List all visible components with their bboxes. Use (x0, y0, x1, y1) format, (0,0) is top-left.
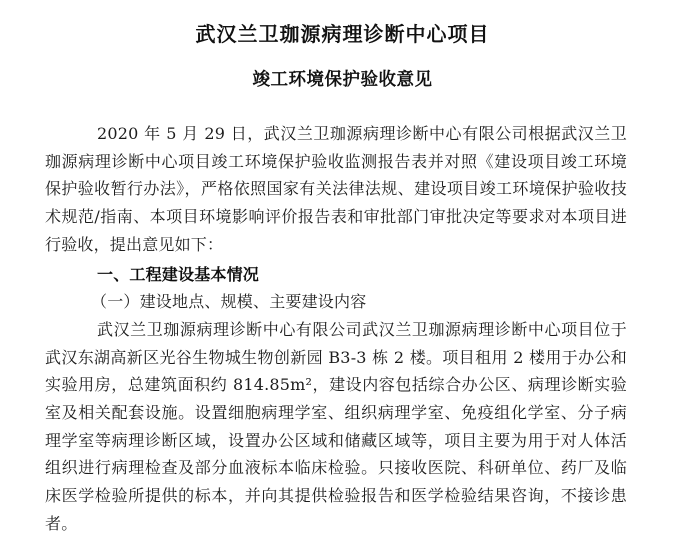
section-1-paragraph: 武汉兰卫珈源病理诊断中心有限公司武汉兰卫珈源病理诊断中心项目位于武汉东湖高新区光谷生物城生物创新园 B3-3 栋 2 楼。项目租用 2 楼用于办公和实验用房，总建筑面积约 814.85m²，建设内容包括综合办公区、病理诊断实验室及相关配套设施。设置细胞病理学室、组织病理学室、免疫组化学室、分子病理学室等病理诊断区域，设置办公区域和储藏区域等，项目主要为用于对人体活组织进行病理检查及部分血液标本临床检验。只接收医院、科研单位、药厂及临床医学检验所提供的标本，并向其提供检验报告和医学检验结果咨询，不接诊患者。 (45, 319, 627, 533)
intro-paragraph: 2020 年 5 月 29 日，武汉兰卫珈源病理诊断中心有限公司根据武汉兰卫珈源病理诊断中心项目竣工环境保护验收监测报告表并对照《建设项目竣工环境保护验收暂行办法》，严格依照国家有关法律法规、建设项目竣工环境保护验收技术规范/指南、本项目环境影响评价报告表和审批部门审批决定等要求对本项目进行验收，提出意见如下： (45, 124, 627, 254)
section-1-heading: 一、工程建设基本情况 (97, 264, 260, 284)
document-subtitle: 竣工环境保护验收意见 (252, 70, 433, 90)
section-1-subheading: （一）建设地点、规模、主要建设内容 (91, 292, 367, 312)
document-title: 武汉兰卫珈源病理诊断中心项目 (195, 22, 490, 46)
